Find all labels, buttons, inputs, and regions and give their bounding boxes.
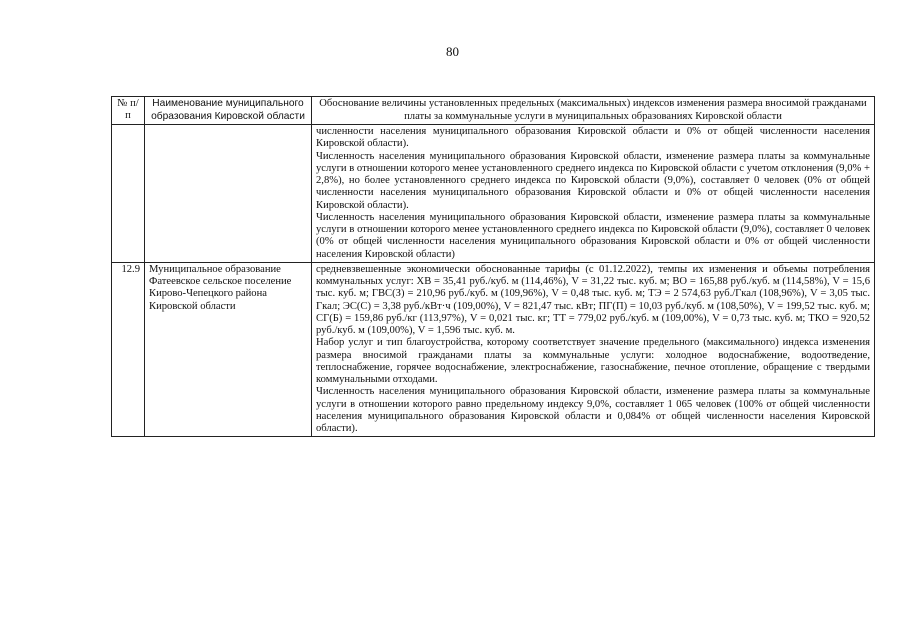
- row-justification: [312, 262, 875, 437]
- row-number: 12.9: [112, 262, 145, 437]
- page-number: 80: [446, 44, 459, 59]
- header-number: № п/п: [112, 97, 145, 125]
- row-justification: [312, 125, 875, 263]
- header-justification: Обоснование величины установленных предельных (максимальных) индексов изменения размера вносимой гражданами платы за коммунальные услуги в муниципальных образованиях Кировской области: [312, 97, 875, 125]
- table-header: [112, 97, 875, 125]
- paragraph: Численность населения муниципального образования Кировской области, изменение размера платы за коммунальные услуги в отношении которого менее установленного среднего индекса по Кировской области с учетом отклонения (9,0% + 2,8%), но более установленного среднего индекса по Кировской области (9,0%), составляет 0 человек (0% от общей численности населения муниципального образования Кировской области и 0% от общей численности населения Кировской области).: [316, 150, 870, 211]
- header-row: [112, 97, 875, 125]
- table-row-continuation: [112, 125, 875, 263]
- table-row-12-9: [112, 262, 875, 437]
- header-municipality: Наименование муниципального образования Кировской области: [145, 97, 312, 125]
- table-body: [112, 125, 875, 437]
- paragraph: Численность населения муниципального образования Кировской области, изменение размера платы за коммунальные услуги в отношении которого равно предельному индексу 9,0%, составляет 1 065 человек (100% от общей численности населения муниципального образования Кировской области и 0,084% от общей численности населения Кировской области).: [316, 386, 870, 434]
- row-municipality: [145, 125, 312, 263]
- row-municipality: Муниципальное образование Фатеевское сельское поселение Кирово-Чепецкого района Кировской области: [145, 262, 312, 437]
- paragraph: Численность населения муниципального образования Кировской области, изменение размера платы за коммунальные услуги в отношении которого менее установленного среднего индекса по Кировской области (9,0%), составляет 0 человек (0% от общей численности населения муниципального образования Кировской области и 0% от общей численности населения Кировской области): [316, 211, 870, 260]
- paragraph: численности населения муниципального образования Кировской области и 0% от общей численности населения Кировской области).: [316, 126, 870, 150]
- indices-table: [111, 96, 875, 437]
- row-number: [112, 125, 145, 263]
- paragraph: Набор услуг и тип благоустройства, которому соответствует значение предельного (максимального) индекса изменения размера вносимой гражданами платы за коммунальные услуги: холодное водоснабжение, водоотведение, теплоснабжение, горячее водоснабжение, электроснабжение, газоснабжение, печное отопление, обращение с твердыми коммунальными отходами.: [316, 337, 870, 385]
- paragraph: средневзвешенные экономически обоснованные тарифы (с 01.12.2022), темпы их изменения и объемы потребления коммунальных услуг: ХВ = 35,41 руб./куб. м (114,46%), V = 31,22 тыс. куб. м; ВО = 165,88 руб./куб. м (114,58%), V = 15,6 тыс. куб. м; ГВС(З) = 210,96 руб./куб. м (109,96%), V = 0,48 тыс. куб. м; ТЭ = 2 574,63 руб./Гкал (108,96%), V = 3,05 тыс. Гкал; ЭС(С) = 3,38 руб./кВт·ч (109,00%), V = 821,47 тыс. кВт; ПГ(П) = 10,03 руб./куб. м (108,50%), V = 199,52 тыс. куб. м; СГ(Б) = 159,86 руб./кг (113,97%), V = 0,021 тыс. кг; ТТ = 779,02 руб./куб. м (109,00%), V = 0,73 тыс. куб. м; ТКО = 920,52 руб./куб. м (109,00%), V = 1,596 тыс. куб. м.: [316, 263, 870, 336]
